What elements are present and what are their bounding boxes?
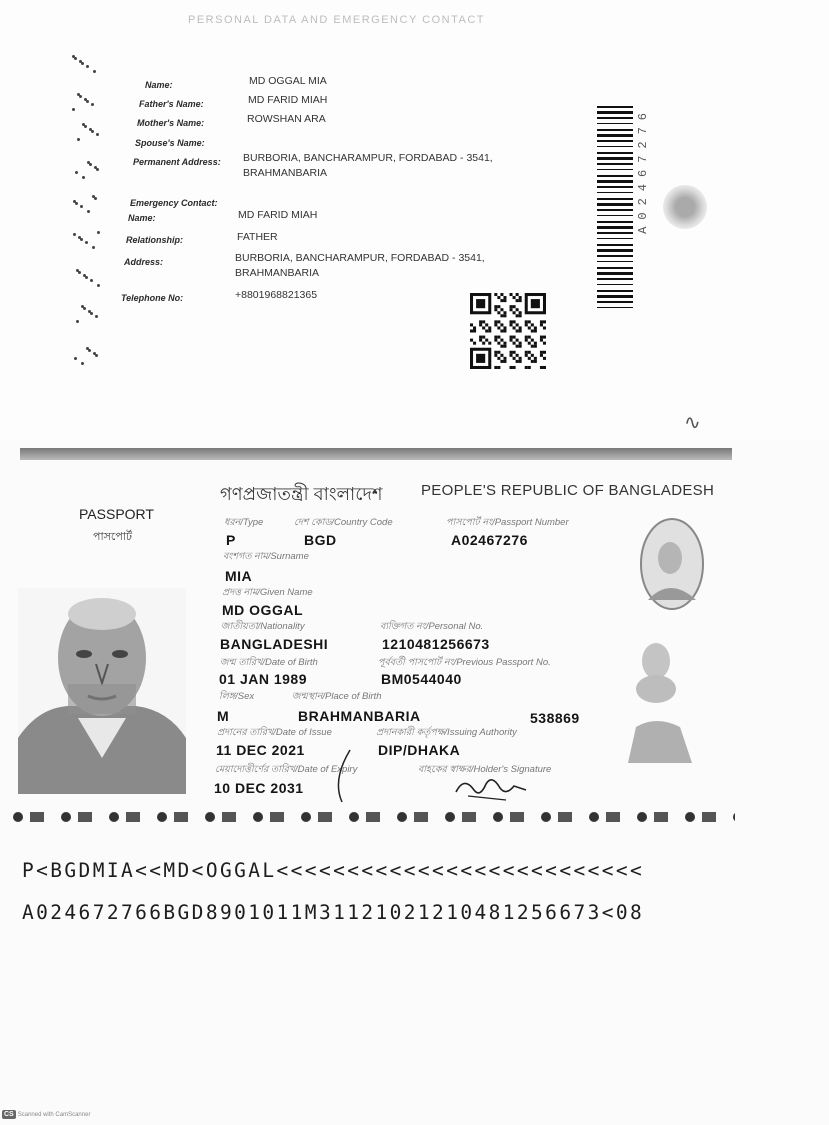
- barcode: [597, 106, 633, 312]
- nationality-label: জাতীয়তা/Nationality: [221, 621, 305, 632]
- permanent-address-value-2: BRAHMANBARIA: [243, 167, 328, 179]
- spouse-label: Spouse's Name:: [135, 138, 205, 148]
- permanent-address-value: BURBORIA, BANCHARAMPUR, FORDABAD - 3541,: [243, 152, 493, 164]
- emergency-name-label: Name:: [128, 213, 156, 223]
- emergency-name-value: MD FARID MIAH: [238, 209, 318, 221]
- place-of-birth-label: জন্মস্থান/Place of Birth: [292, 691, 382, 702]
- country-title-english: PEOPLE'S REPUBLIC OF BANGLADESH: [421, 482, 715, 499]
- name-label: Name:: [145, 80, 173, 90]
- sex-value: M: [217, 708, 230, 724]
- hologram-seal-icon: [663, 185, 707, 229]
- place-code-value: 538869: [530, 710, 580, 726]
- telephone-label: Telephone No:: [121, 293, 184, 303]
- emergency-address-value: BURBORIA, BANCHARAMPUR, FORDABAD - 3541,: [235, 252, 485, 264]
- dob-value: 01 JAN 1989: [219, 671, 308, 687]
- previous-passport-value: BM0544040: [381, 671, 462, 687]
- emergency-address-value-2: BRAHMANBARIA: [235, 267, 320, 279]
- given-name-value: MD OGGAL: [222, 602, 303, 618]
- mother-value: ROWSHAN ARA: [247, 113, 326, 125]
- relationship-label: Relationship:: [126, 235, 184, 245]
- surname-label: বংশগত নাম/Surname: [223, 551, 309, 562]
- scanner-watermark: [2, 1110, 90, 1119]
- issue-date-label: প্রদানের তারিখ/Date of Issue: [217, 727, 332, 738]
- father-label: Father's Name:: [139, 99, 204, 109]
- surname-value: MIA: [225, 568, 253, 584]
- permanent-address-label: Permanent Address:: [133, 157, 221, 167]
- holder-photo: [18, 588, 186, 794]
- passport-label-bangla: পাসপোর্ট: [93, 531, 132, 543]
- pen-mark-icon: ∿: [684, 412, 701, 434]
- relationship-value: FATHER: [237, 231, 278, 243]
- country-code-label: দেশ কোড/Country Code: [294, 517, 393, 528]
- country-title-bangla: গণপ্রজাতন্ত্রী বাংলাদেশ: [220, 484, 383, 504]
- passport-label: PASSPORT: [79, 506, 154, 522]
- country-code-value: BGD: [304, 532, 337, 548]
- place-of-birth-value: BRAHMANBARIA: [298, 708, 421, 724]
- issuing-authority-label: প্রদানকারী কর্তৃপক্ষ/Issuing Authority: [376, 727, 517, 738]
- given-name-label: প্রদত্ত নাম/Given Name: [222, 587, 313, 598]
- signature-label: বাহকের স্বাক্ষর/Holder's Signature: [418, 764, 552, 775]
- nationality-value: BANGLADESHI: [220, 636, 329, 652]
- personal-no-label: ব্যক্তিগত নং/Personal No.: [380, 621, 484, 632]
- holder-signature: [330, 740, 550, 810]
- emergency-address-label: Address:: [124, 257, 164, 267]
- observations-page: [0, 0, 829, 440]
- mother-label: Mother's Name:: [137, 118, 205, 128]
- ghost-image-2: [626, 635, 692, 763]
- issuing-authority-value: DIP/DHAKA: [378, 742, 461, 758]
- mrz-line-2: A024672766BGD8901011M3112102121048125667​3<08: [22, 901, 645, 924]
- barcode-digits: A02467276: [636, 106, 650, 234]
- telephone-value: +8801968821365: [235, 289, 318, 301]
- name-value: MD OGGAL MIA: [249, 75, 327, 87]
- sex-label: লিঙ্গ/Sex: [219, 691, 255, 702]
- mrz-line-1: P<BGDMIA<<MD<OGGAL<<<<<<<<<<<<<<<<<<<<<<<<<<: [22, 859, 645, 882]
- father-value: MD FARID MIAH: [248, 94, 328, 106]
- dob-label: জন্ম তারিখ/Date of Birth: [220, 657, 318, 668]
- page-divider: [20, 448, 732, 460]
- perforation-pattern: [62, 55, 118, 385]
- perforation-strip: [0, 808, 735, 826]
- page-title: PERSONAL DATA AND EMERGENCY CONTACT: [188, 14, 485, 26]
- qr-code-icon: [470, 293, 546, 369]
- issue-date-value: 11 DEC 2021: [216, 742, 305, 758]
- expiry-label: মেয়াদোত্তীর্ণের তারিখ/Date of Expiry: [215, 764, 358, 775]
- camscanner-logo-icon: CS: [4, 1111, 14, 1118]
- passport-number-value: A02467276: [451, 532, 528, 548]
- type-value: P: [226, 532, 236, 548]
- scanner-watermark-text: Scanned with CamScanner: [17, 1112, 91, 1118]
- type-label: ধরন/Type: [224, 517, 264, 528]
- ghost-image-1: [640, 518, 704, 610]
- passport-number-label: পাসপোর্ট নং/Passport Number: [446, 517, 569, 528]
- personal-no-value: 1210481256673: [382, 636, 490, 652]
- emergency-heading: Emergency Contact:: [130, 198, 218, 208]
- expiry-value: 10 DEC 2031: [214, 780, 304, 796]
- previous-passport-label: পূর্ববর্তী পাসপোর্ট নং/Previous Passport No.: [378, 657, 551, 668]
